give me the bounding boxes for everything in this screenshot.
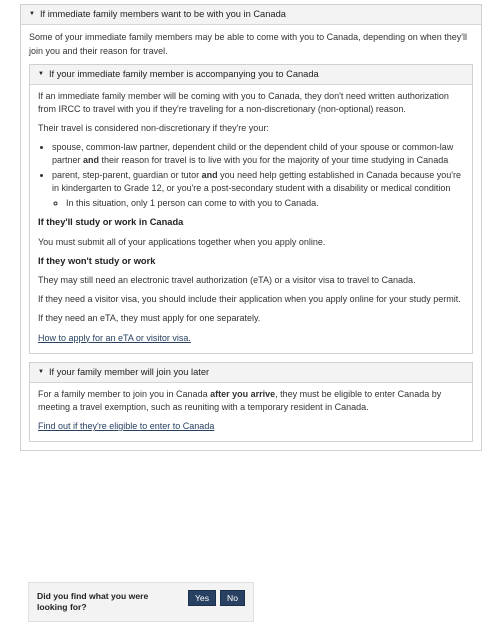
family-members-summary-label: If immediate family members want to be with you in Canada bbox=[39, 9, 286, 19]
no-study-work-heading: If they won't study or work bbox=[38, 255, 156, 266]
expanded-triangle-icon: ▼ bbox=[38, 70, 44, 77]
accompanying-summary-label: If your immediate family member is accompanying you to Canada bbox=[48, 68, 319, 79]
accompanying-summary[interactable] bbox=[30, 65, 472, 85]
join-later-paragraph: For a family member to join you in Canada after you arrive, they must be eligible to enter Canada by meeting a travel exemption, such as reuniting with a temporary resident in Canada. bbox=[38, 389, 442, 413]
eta-visa-link[interactable]: How to apply for an eTA or visitor visa. bbox=[38, 332, 191, 343]
feedback-box bbox=[28, 582, 254, 622]
no-study-paragraph-1: They may still need an electronic travel authorization (eTA) or a visitor visa to travel to Canada. bbox=[38, 275, 416, 286]
non-discretionary-list bbox=[38, 141, 464, 210]
list-item: • spouse, common-law partner, dependent child or the dependent child of your spouse or common-law partner and their reason for travel is to live with you for the majority of your time studying in Canada bbox=[52, 141, 464, 167]
no-button[interactable]: No bbox=[220, 590, 245, 606]
accompanying-paragraph-1: If an immediate family member will be coming with you to Canada, they don't need written authorization from IRCC to travel with you if they're traveling for a non-discretionary (non-optional) reason. bbox=[38, 91, 449, 115]
eligibility-link[interactable]: Find out if they're eligible to enter to Canada bbox=[38, 421, 215, 432]
sub-list-item: ◦ In this situation, only 1 person can come to with you to Canada. bbox=[66, 197, 464, 210]
list-item: • parent, step-parent, guardian or tutor and you need help getting established in Canada because you're in kindergarten to Grade 12, or you're a post-secondary student with a disability or medical condition ◦ In this situation, only 1 person can come to with you to Canada. bbox=[52, 169, 464, 210]
study-work-paragraph: You must submit all of your applications together when you apply online. bbox=[38, 236, 326, 247]
no-study-paragraph-2: If they need a visitor visa, you should include their application when you apply online for your study permit. bbox=[38, 294, 461, 305]
family-members-summary[interactable] bbox=[21, 5, 481, 25]
accompanying-paragraph-2: Their travel is considered non-discretionary if they're your: bbox=[38, 123, 269, 134]
join-later-summary-label: If your family member will join you later bbox=[48, 366, 210, 377]
join-later-summary[interactable] bbox=[30, 363, 472, 383]
no-study-paragraph-3: If they need an eTA, they must apply for one separately. bbox=[38, 313, 261, 324]
yes-button[interactable]: Yes bbox=[188, 590, 216, 606]
family-members-details bbox=[20, 4, 482, 451]
feedback-question: Did you find what you were looking for? bbox=[37, 591, 149, 612]
accompanying-details bbox=[29, 64, 473, 354]
study-work-heading: If they'll study or work in Canada bbox=[38, 217, 184, 228]
join-later-details bbox=[29, 362, 473, 443]
expanded-triangle-icon: ▼ bbox=[38, 368, 44, 375]
expanded-triangle-icon: ▼ bbox=[29, 11, 35, 18]
family-members-intro: Some of your immediate family members may be able to come with you to Canada, depending on when they'll join you and their reason for travel. bbox=[29, 32, 467, 56]
